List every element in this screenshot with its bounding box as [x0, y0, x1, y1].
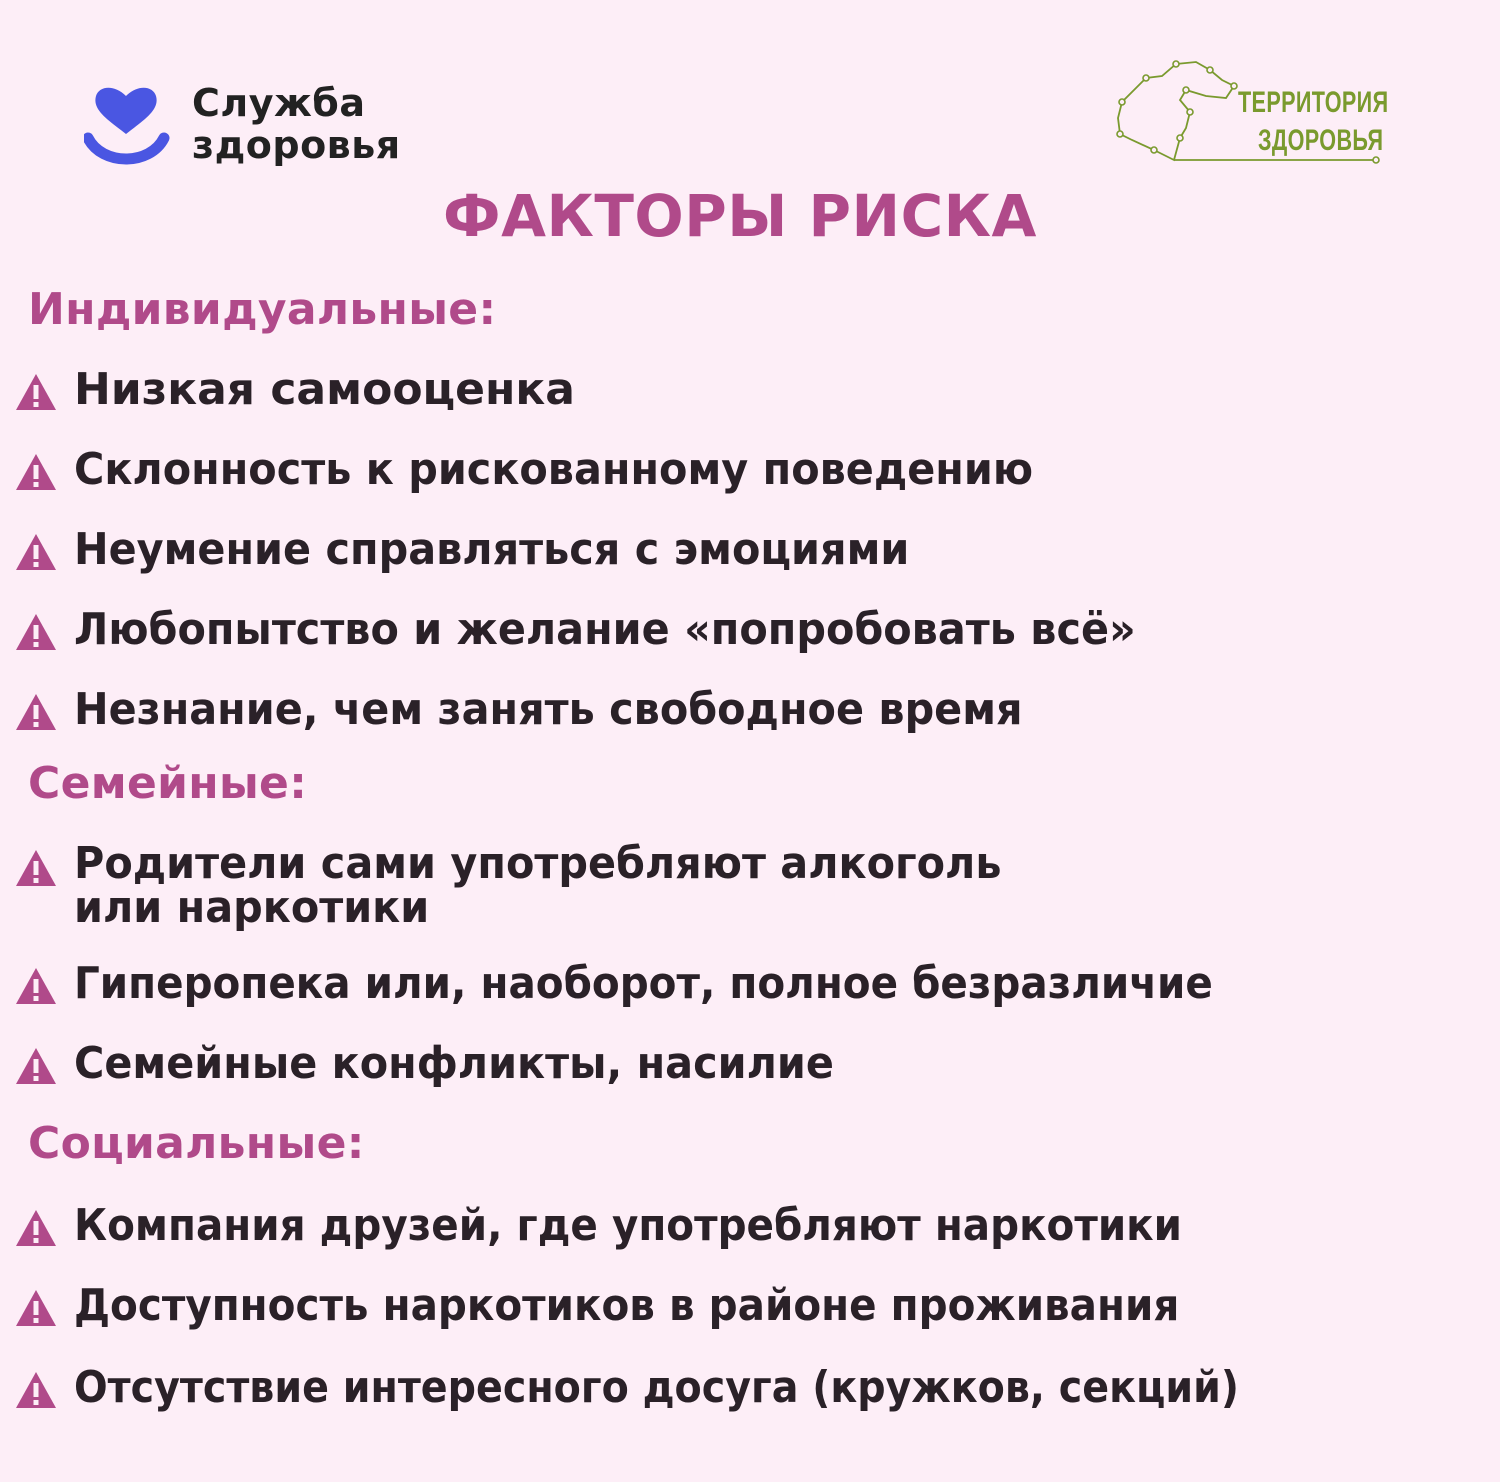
warning-triangle-icon: [14, 372, 58, 412]
section-heading-family: Семейные:: [28, 758, 308, 809]
logo-sluzhba-zdorovya: [84, 82, 444, 172]
logo-right-line2: ЗДОРОВЬЯ: [1258, 124, 1384, 157]
page-title: ФАКТОРЫ РИСКА: [443, 182, 1037, 250]
list-item-text: Семейные конфликты, насилие: [74, 1038, 834, 1089]
list-item-text: Любопытство и желание «попробовать всё»: [74, 604, 1136, 655]
logo-right-line1: ТЕРРИТОРИЯ: [1238, 86, 1389, 119]
warning-triangle-icon: [14, 532, 58, 572]
warning-triangle-icon: [14, 612, 58, 652]
warning-triangle-icon: [14, 1208, 58, 1248]
list-item-text: Гиперопека или, наоборот, полное безразличие: [74, 958, 1213, 1009]
logo-territoriya-zdorovya: [1114, 56, 1389, 166]
warning-triangle-icon: [14, 452, 58, 492]
warning-triangle-icon: [14, 1370, 58, 1410]
list-item-text: Низкая самооценка: [74, 364, 575, 415]
list-item-text: Компания друзей, где употребляют наркотики: [74, 1200, 1183, 1251]
logo-left-line2: здоровья: [192, 123, 401, 167]
list-item-text: Неумение справляться с эмоциями: [74, 524, 910, 575]
list-item-text: Незнание, чем занять свободное время: [74, 684, 1023, 735]
list-item-text: Отсутствие интересного досуга (кружков, секций): [74, 1362, 1239, 1413]
list-item-text: Доступность наркотиков в районе проживания: [74, 1280, 1180, 1331]
logo-left-line1: Служба: [192, 81, 366, 125]
warning-triangle-icon: [14, 966, 58, 1006]
section-heading-individual: Индивидуальные:: [28, 284, 497, 335]
list-item-text: Склонность к рискованному поведению: [74, 444, 1034, 495]
heart-smile-icon: [84, 82, 174, 172]
list-item-text-line2: или наркотики: [74, 882, 430, 933]
list-item-text: [74, 838, 1002, 933]
warning-triangle-icon: [14, 692, 58, 732]
warning-triangle-icon: [14, 1288, 58, 1328]
list-item-text-line1: Родители сами употребляют алкоголь: [74, 838, 1002, 889]
warning-triangle-icon: [14, 1046, 58, 1086]
section-heading-social: Социальные:: [28, 1118, 365, 1169]
warning-triangle-icon: [14, 848, 58, 888]
